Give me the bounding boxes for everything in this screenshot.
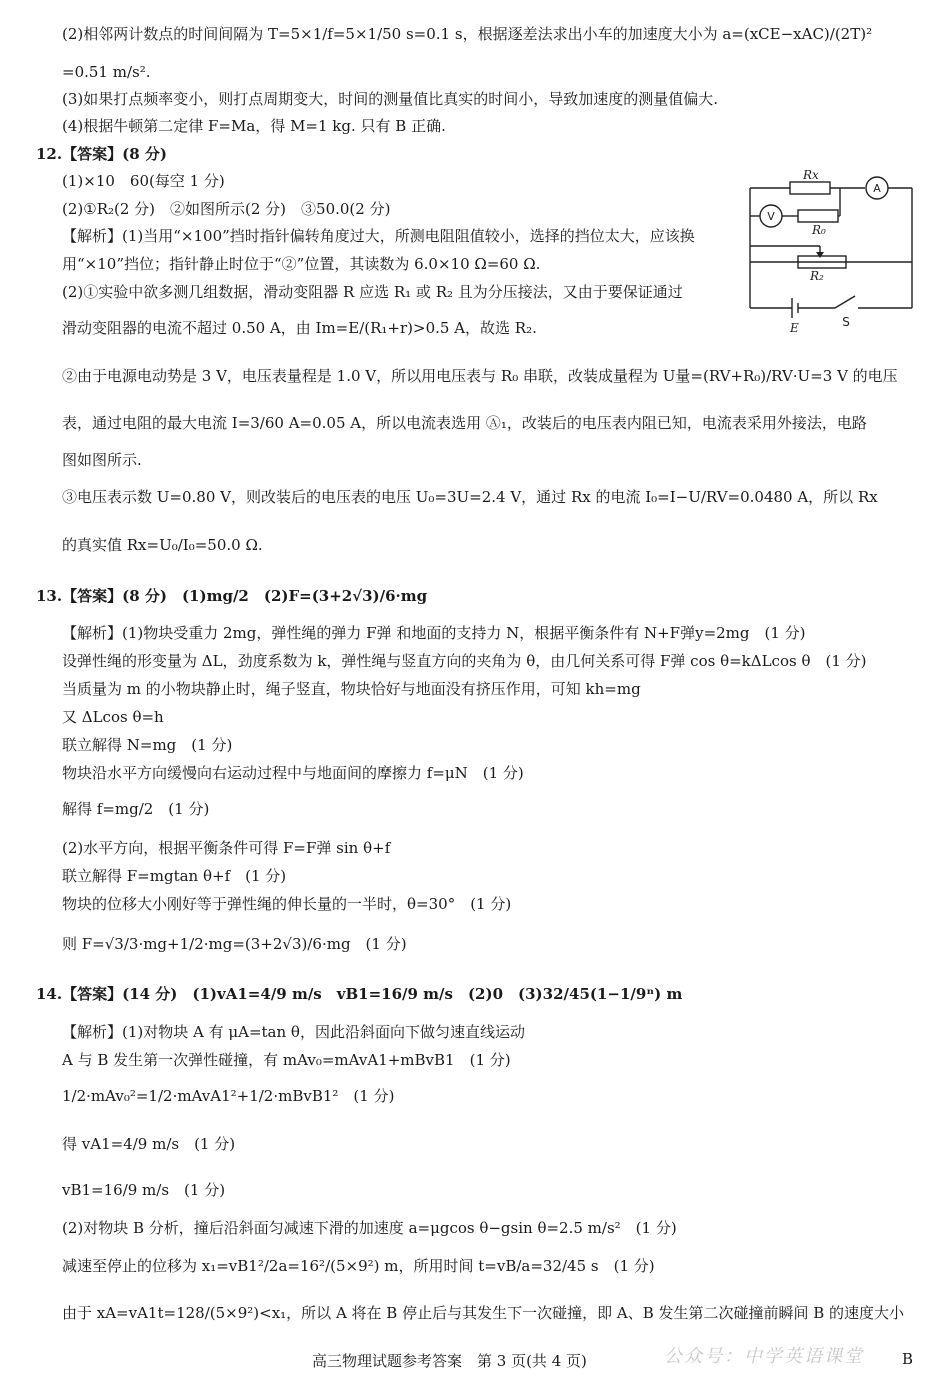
footer-title: 高三物理试题参考答案 第 3 页(共 4 页)	[312, 1352, 587, 1370]
question-13-header: 13.【答案】(8 分) (1)mg/2 (2)F=(3+2√3)/6·mg	[36, 587, 428, 605]
text-line: 设弹性绳的形变量为 ΔL，劲度系数为 k，弹性绳与竖直方向的夹角为 θ，由几何关系可得 F弹 cos θ=kΔLcos θ (1 分)	[62, 652, 867, 670]
text-line: (4)根据牛顿第二定律 F=Ma，得 M=1 kg. 只有 B 正确.	[62, 117, 446, 135]
text-line: 则 F=√3/3·mg+1/2·mg=(3+2√3)/6·mg (1 分)	[62, 935, 407, 953]
label-e: E	[790, 321, 799, 335]
text-line: A 与 B 发生第一次弹性碰撞，有 mAv₀=mAvA1+mBvB1 (1 分)	[62, 1051, 511, 1069]
text-line: (2)①R₂(2 分) ②如图所示(2 分) ③50.0(2 分)	[62, 200, 391, 218]
text-line: 表，通过电阻的最大电流 I=3/60 A=0.05 A，所以电流表选用 Ⓐ₁，改装后的电压表内阻已知，电流表采用外接法，电路	[62, 414, 867, 432]
text-line: vB1=16/9 m/s (1 分)	[62, 1181, 226, 1199]
label-s: S	[842, 315, 850, 329]
text-line: 图如图所示.	[62, 451, 142, 469]
text-line: =0.51 m/s².	[62, 63, 151, 81]
label-rx: Rx	[803, 168, 819, 182]
text-line: 联立解得 F=mgtan θ+f (1 分)	[62, 867, 287, 885]
text-line: (2)水平方向，根据平衡条件可得 F=F弹 sin θ+f	[62, 839, 391, 857]
circuit-diagram	[740, 168, 920, 338]
text-line: ③电压表示数 U=0.80 V，则改装后的电压表的电压 U₀=3U=2.4 V，通过 Rx 的电流 I₀=I−U/RV=0.0480 A，所以 Rx	[62, 488, 878, 506]
text-line: (2)相邻两计数点的时间间隔为 T=5×1/f=5×1/50 s=0.1 s，根据逐差法求出小车的加速度大小为 a=(xCE−xAC)/(2T)²	[62, 25, 873, 43]
version-label: B	[902, 1350, 914, 1368]
label-a: A	[873, 182, 881, 195]
text-line: 【解析】(1)当用“×100”挡时指针偏转角度过大，所测电阻阻值较小，选择的挡位太大，应该换	[62, 227, 695, 245]
text-line: (2)对物块 B 分析，撞后沿斜面匀减速下滑的加速度 a=μgcos θ−gsin θ=2.5 m/s² (1 分)	[62, 1219, 677, 1237]
switch-icon	[835, 296, 855, 308]
text-line: 1/2·mAv₀²=1/2·mAvA1²+1/2·mBvB1² (1 分)	[62, 1087, 395, 1105]
text-line: 物块的位移大小刚好等于弹性绳的伸长量的一半时，θ=30° (1 分)	[62, 895, 512, 913]
text-line: 又 ΔLcos θ=h	[62, 708, 164, 726]
question-14-header: 14.【答案】(14 分) (1)vA1=4/9 m/s vB1=16/9 m/s (2)0 (3)32/45(1−1/9ⁿ) m	[36, 985, 683, 1003]
text-line: 物块沿水平方向缓慢向右运动过程中与地面间的摩擦力 f=μN (1 分)	[62, 764, 524, 782]
text-line: (3)如果打点频率变小，则打点周期变大，时间的测量值比真实的时间小，导致加速度的测量值偏大.	[62, 90, 719, 108]
text-line: 联立解得 N=mg (1 分)	[62, 736, 233, 754]
label-r0: R₀	[812, 223, 826, 237]
text-line: 得 vA1=4/9 m/s (1 分)	[62, 1135, 236, 1153]
watermark: 公众号：中学英语课堂	[664, 1346, 864, 1367]
resistor-rx	[790, 182, 830, 194]
text-line: 的真实值 Rx=U₀/I₀=50.0 Ω.	[62, 536, 263, 554]
text-line: 由于 xA=vA1t=128/(5×9²)<x₁，所以 A 将在 B 停止后与其发生下一次碰撞，即 A、B 发生第二次碰撞前瞬间 B 的速度大小	[62, 1304, 905, 1322]
text-line: 用“×10”挡位；指针静止时位于“②”位置，其读数为 6.0×10 Ω=60 Ω.	[62, 255, 541, 273]
text-line: 解得 f=mg/2 (1 分)	[62, 800, 210, 818]
resistor-r0	[798, 210, 838, 222]
text-line: (1)×10 60(每空 1 分)	[62, 172, 225, 190]
text-line: 当质量为 m 的小物块静止时，绳子竖直，物块恰好与地面没有挤压作用，可知 kh=mg	[62, 680, 641, 698]
label-r2: R₂	[810, 269, 824, 283]
text-line: 【解析】(1)对物块 A 有 μA=tan θ，因此沿斜面向下做匀速直线运动	[62, 1023, 525, 1041]
text-line: ②由于电源电动势是 3 V，电压表量程是 1.0 V，所以用电压表与 R₀ 串联，改装成量程为 U量=(RV+R₀)/RV·U=3 V 的电压	[62, 367, 898, 385]
text-line: 滑动变阻器的电流不超过 0.50 A，由 Im=E/(R₁+r)>0.5 A，故选 R₂.	[62, 319, 537, 337]
text-line: 【解析】(1)物块受重力 2mg，弹性绳的弹力 F弹 和地面的支持力 N，根据平衡条件有 N+F弹y=2mg (1 分)	[62, 624, 806, 642]
text-line: 减速至停止的位移为 x₁=vB1²/2a=16²/(5×9²) m，所用时间 t=vB/a=32/45 s (1 分)	[62, 1257, 655, 1275]
label-v: V	[767, 210, 775, 223]
question-12-header: 12.【答案】(8 分)	[36, 145, 167, 163]
text-line: (2)①实验中欲多测几组数据，滑动变阻器 R 应选 R₁ 或 R₂ 且为分压接法，又由于要保证通过	[62, 283, 683, 301]
